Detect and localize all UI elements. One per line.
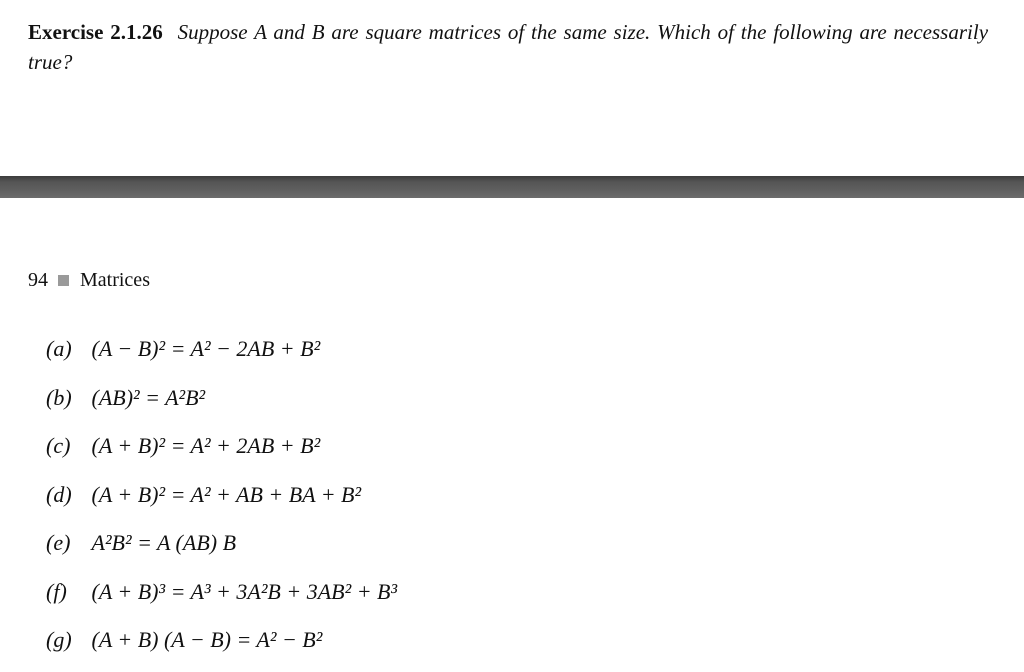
- option-label: (c): [46, 433, 71, 458]
- page-header: [28, 266, 150, 294]
- option-label: (f): [46, 578, 67, 604]
- option-f: [46, 575, 397, 624]
- options-list: [46, 332, 397, 672]
- exercise-title: Exercise 2.1.26: [28, 20, 163, 44]
- square-bullet-icon: [58, 275, 69, 286]
- option-a: [46, 332, 397, 381]
- page-number: 94: [28, 269, 48, 291]
- option-c: [46, 429, 397, 478]
- option-label: (b): [46, 384, 72, 410]
- option-equation: (A + B)² = A² + AB + BA + B²: [91, 481, 362, 507]
- option-equation: (A − B)² = A² − 2AB + B²: [91, 336, 321, 361]
- option-equation: (A + B) (A − B) = A² − B²: [91, 627, 323, 652]
- option-equation: (A + B)² = A² + 2AB + B²: [91, 433, 321, 458]
- option-equation: A²B² = A (AB) B: [91, 530, 237, 555]
- option-g: [46, 623, 397, 672]
- option-label: (g): [46, 627, 72, 652]
- option-equation: (A + B)³ = A³ + 3A²B + 3AB² + B³: [91, 578, 398, 604]
- exercise-statement: [28, 17, 988, 77]
- exercise-text: Suppose A and B are square matrices of the same size. Which of the following are necessarily true?: [28, 20, 989, 74]
- option-label: (e): [46, 530, 71, 555]
- option-e: [46, 526, 397, 575]
- option-d: [46, 478, 397, 527]
- page-break-divider: [0, 176, 1024, 198]
- option-label: (a): [46, 336, 72, 361]
- option-equation: (AB)² = A²B²: [91, 384, 206, 410]
- option-label: (d): [46, 481, 72, 507]
- section-title: Matrices: [80, 269, 150, 291]
- option-b: [46, 381, 397, 430]
